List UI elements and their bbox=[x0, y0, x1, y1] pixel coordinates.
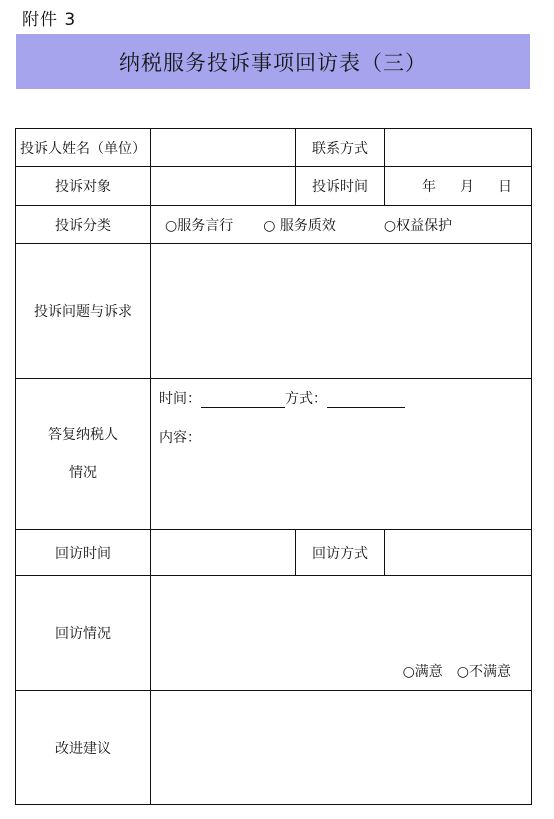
reply-method-label: 方式： bbox=[285, 391, 327, 407]
visit-situation-label-cell bbox=[16, 576, 151, 691]
form-title: 纳税服务投诉事项回访表（三） bbox=[119, 50, 427, 75]
complainant-name-label: 投诉人姓名（单位） bbox=[20, 140, 146, 157]
reply-label-line2: 情况 bbox=[69, 465, 97, 481]
satisfaction-options bbox=[403, 661, 511, 681]
date-month: 月 bbox=[460, 179, 474, 195]
category-option-service-quality[interactable]: ○ 服务质效 bbox=[263, 217, 336, 234]
visit-method-label: 回访方式 bbox=[312, 545, 368, 562]
reply-method-blank[interactable] bbox=[327, 392, 405, 408]
row-visit-time bbox=[16, 530, 532, 576]
complaint-target-label-cell bbox=[16, 167, 151, 206]
row-visit-situation bbox=[16, 576, 532, 691]
visit-situation-field[interactable] bbox=[151, 576, 532, 691]
visit-method-field[interactable] bbox=[385, 530, 532, 576]
attachment-label: 附件 3 bbox=[22, 10, 77, 30]
visit-method-label-cell bbox=[296, 530, 385, 576]
visit-situation-label: 回访情况 bbox=[55, 626, 111, 642]
visit-time-label: 回访时间 bbox=[55, 545, 111, 562]
category-option-service-conduct[interactable]: ○服务言行 bbox=[165, 217, 234, 234]
date-day: 日 bbox=[498, 179, 512, 195]
title-banner bbox=[16, 34, 530, 89]
reply-label-cell bbox=[16, 379, 151, 530]
contact-label: 联系方式 bbox=[312, 140, 368, 157]
complaint-time-field[interactable] bbox=[385, 167, 532, 206]
complaint-target-field[interactable] bbox=[151, 167, 296, 206]
reply-field[interactable] bbox=[151, 379, 532, 530]
complainant-name-field[interactable] bbox=[151, 129, 296, 167]
row-category bbox=[16, 206, 532, 244]
complaint-time-label: 投诉时间 bbox=[312, 179, 368, 195]
reply-time-blank[interactable] bbox=[201, 392, 285, 408]
category-options bbox=[151, 206, 532, 244]
complaint-issue-label-cell bbox=[16, 244, 151, 379]
complaint-issue-field[interactable] bbox=[151, 244, 532, 379]
reply-time-method-line bbox=[159, 388, 405, 408]
reply-content-label: 内容： bbox=[159, 430, 201, 446]
complaint-time-label-cell bbox=[296, 167, 385, 206]
row-complainant bbox=[16, 129, 532, 167]
complaint-issue-label: 投诉问题与诉求 bbox=[34, 304, 132, 320]
improvement-label: 改进建议 bbox=[55, 740, 111, 757]
reply-label-line1: 答复纳税人 bbox=[48, 427, 118, 443]
date-year: 年 bbox=[422, 179, 436, 195]
improvement-label-cell bbox=[16, 691, 151, 805]
complaint-category-label-cell bbox=[16, 206, 151, 244]
complaint-target-label: 投诉对象 bbox=[55, 179, 111, 195]
reply-time-label: 时间： bbox=[159, 391, 201, 407]
improvement-field[interactable] bbox=[151, 691, 532, 805]
visit-time-label-cell bbox=[16, 530, 151, 576]
unsatisfied-option[interactable]: ○不满意 bbox=[456, 664, 511, 680]
category-option-rights-protection[interactable]: ○权益保护 bbox=[383, 217, 453, 234]
row-issue bbox=[16, 244, 532, 379]
row-target bbox=[16, 167, 532, 206]
satisfied-option[interactable]: ○满意 bbox=[402, 664, 443, 680]
contact-label-cell bbox=[296, 129, 385, 167]
complaint-category-label: 投诉分类 bbox=[55, 217, 111, 234]
row-improvement bbox=[16, 691, 532, 805]
complainant-name-label-cell bbox=[16, 129, 151, 167]
row-reply bbox=[16, 379, 532, 530]
visit-form-table bbox=[15, 128, 532, 805]
visit-time-field[interactable] bbox=[151, 530, 296, 576]
contact-field[interactable] bbox=[385, 129, 532, 167]
